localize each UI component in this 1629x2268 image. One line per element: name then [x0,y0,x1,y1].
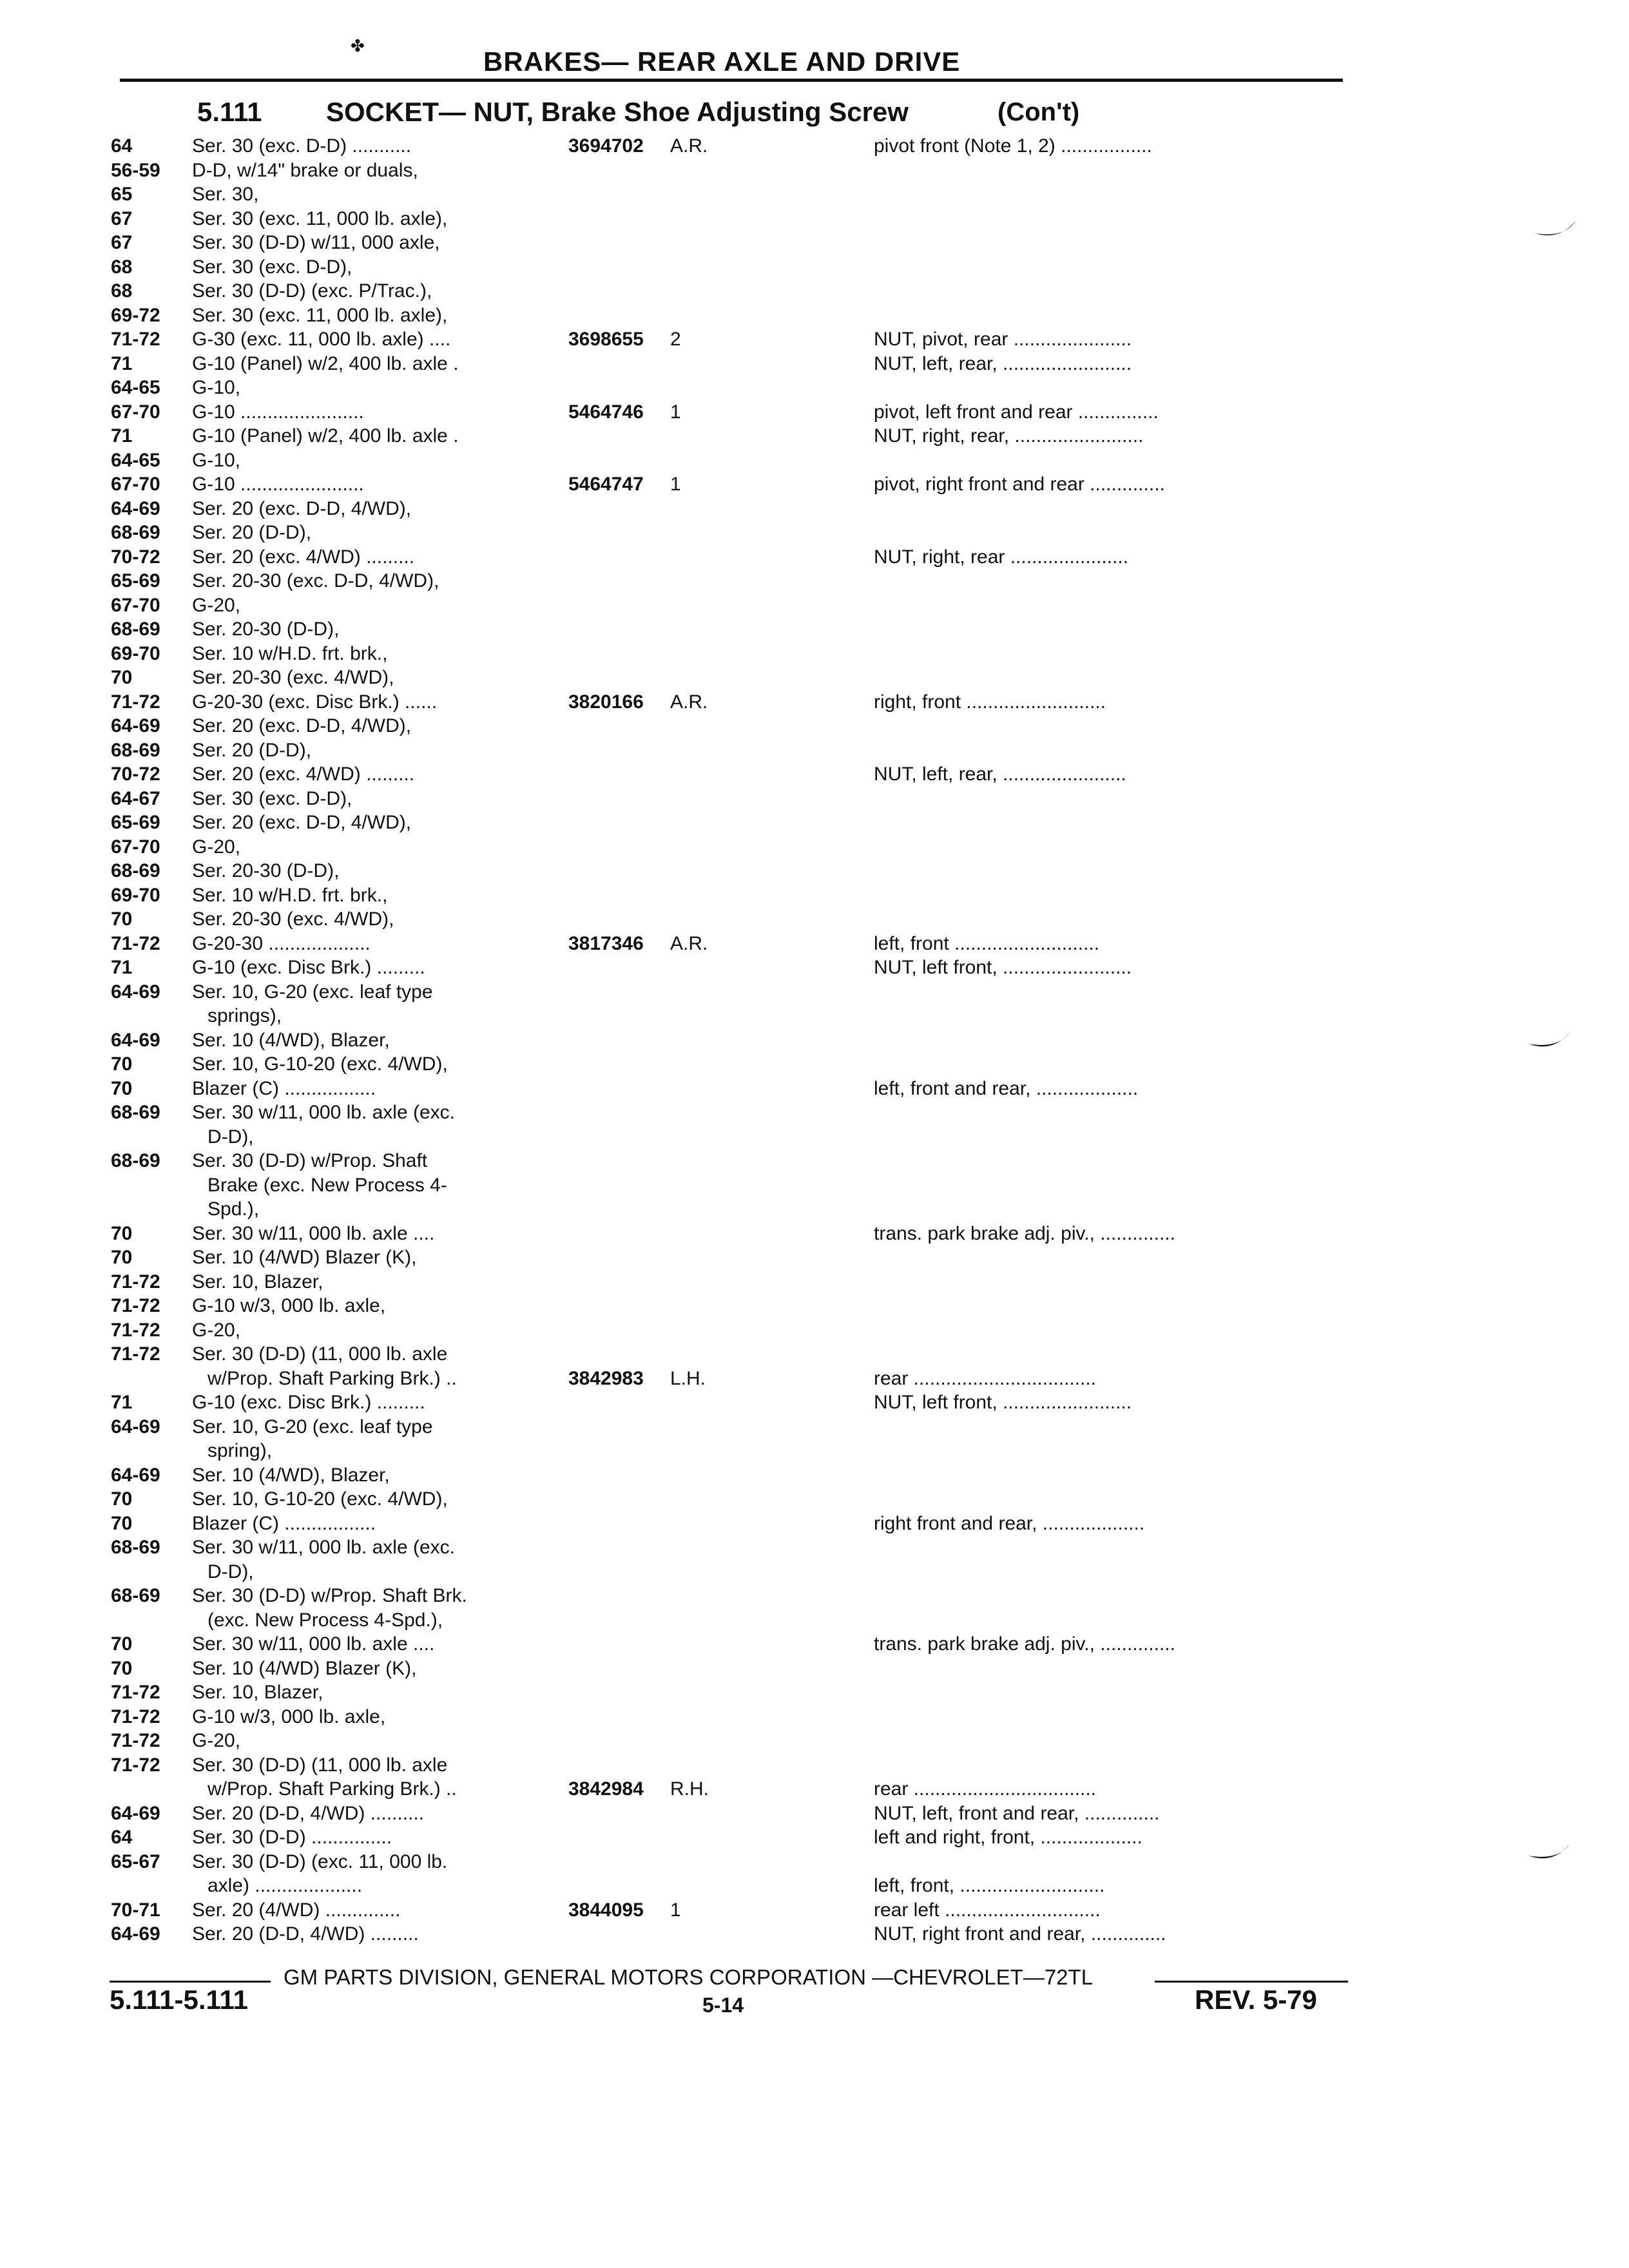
parts-row [0,1584,1629,1608]
model-years: 67 [111,207,133,229]
model-years: 69-70 [111,884,160,906]
header-rule [120,79,1343,82]
parts-row [0,1294,1629,1318]
application-description: Ser. 30 w/11, 000 lb. axle (exc. [192,1537,456,1558]
application-description: Spd.), [207,1198,260,1220]
model-years: 68 [111,280,133,302]
model-years: 64-69 [111,1923,160,1945]
model-years: 65-69 [111,570,160,591]
model-years: 68-69 [111,1150,160,1171]
part-name: left, front ........................... [874,932,1100,954]
parts-row [0,159,1629,182]
application-description: w/Prop. Shaft Parking Brk.) .. [207,1367,457,1389]
application-description: G-20, [192,1730,241,1751]
application-description: w/Prop. Shaft Parking Brk.) .. [207,1778,457,1800]
parts-row [0,545,1629,569]
parts-row [0,1367,1629,1390]
parts-row [0,1680,1629,1704]
ink-mark: ✤ [351,36,365,55]
model-years: 64-69 [111,1802,160,1824]
footer-rule-left [110,1981,271,1983]
application-description: G-10 (Panel) w/2, 400 lb. axle . [192,352,459,374]
application-description: G-20-30 (exc. Disc Brk.) ...... [192,691,438,713]
model-years: 64-69 [111,981,160,1003]
section-title: SOCKET— NUT, Brake Shoe Adjusting Screw [326,97,909,127]
model-years: 68-69 [111,739,160,761]
model-years: 68-69 [111,860,160,881]
application-description: Ser. 10, G-10-20 (exc. 4/WD), [192,1053,448,1075]
part-number: 3820166 [568,691,644,713]
application-description: Ser. 30 (exc. D-D), [192,256,352,278]
application-description: Ser. 30 (D-D) (exc. 11, 000 lb. [192,1850,448,1872]
parts-row [0,352,1629,376]
application-description: springs), [207,1005,282,1026]
parts-row [0,1100,1629,1124]
part-name: NUT, pivot, rear ...................... [874,329,1132,350]
part-name: left and right, front, ................... [874,1827,1142,1848]
application-description: Ser. 20-30 (exc. 4/WD), [192,667,394,688]
model-years: 70 [111,1512,133,1534]
application-description: Ser. 10 (4/WD) Blazer (K), [192,1657,417,1679]
application-description: Ser. 10, G-20 (exc. leaf type [192,981,433,1003]
application-description: G-20, [192,594,241,616]
application-description: G-20, [192,836,241,858]
parts-row [0,327,1629,351]
application-description: Ser. 20-30 (D-D), [192,860,340,881]
parts-row [0,255,1629,279]
parts-row [0,1390,1629,1414]
part-name: NUT, right, rear, ........................ [874,425,1144,447]
parts-row [0,521,1629,544]
quantity: 1 [670,474,681,495]
part-name: left, front, ........................... [874,1875,1105,1896]
application-description: Ser. 10, G-10-20 (exc. 4/WD), [192,1488,448,1510]
application-description: Ser. 30 w/11, 000 lb. axle .... [192,1633,435,1655]
application-description: Ser. 20-30 (D-D), [192,619,340,640]
parts-row [0,182,1629,206]
quantity: 1 [670,401,681,423]
parts-row [0,956,1629,979]
model-years: 65-67 [111,1850,160,1872]
application-description: G-30 (exc. 11, 000 lb. axle) .... [192,329,451,350]
application-description: Ser. 20 (D-D), [192,739,312,761]
parts-row [0,1149,1629,1173]
application-description: Ser. 20 (D-D), [192,522,312,543]
part-name: rear left ............................. [874,1899,1101,1921]
part-name: trans. park brake adj. piv., .............. [874,1222,1175,1244]
application-description: Brake (exc. New Process 4- [207,1174,447,1196]
application-description: Ser. 30 (exc. D-D) ........... [192,135,412,157]
application-description: Ser. 30 (D-D) w/Prop. Shaft Brk. [192,1585,467,1606]
model-years: 67 [111,232,133,253]
part-name: trans. park brake adj. piv., .............. [874,1633,1175,1655]
parts-row [0,787,1629,811]
application-description: spring), [207,1440,273,1461]
page-header-title: BRAKES— REAR AXLE AND DRIVE [483,46,961,77]
parts-row [0,593,1629,617]
parts-row [0,1077,1629,1100]
quantity: L.H. [670,1367,706,1389]
quantity: 1 [670,1899,681,1921]
footer-page-number: 5-14 [702,1994,744,2017]
model-years: 64-69 [111,715,160,736]
model-years: 71-72 [111,1271,160,1293]
parts-row [0,1004,1629,1028]
parts-row [0,690,1629,714]
parts-row [0,1052,1629,1076]
parts-row [0,1898,1629,1922]
model-years: 68-69 [111,1585,160,1606]
application-description: Ser. 30 w/11, 000 lb. axle (exc. [192,1102,456,1123]
parts-row [0,907,1629,931]
parts-row [0,400,1629,424]
application-description: Ser. 10 (4/WD) Blazer (K), [192,1247,417,1268]
model-years: 56-59 [111,159,160,181]
parts-row [0,1657,1629,1680]
parts-row [0,1487,1629,1511]
footer-publisher: GM PARTS DIVISION, GENERAL MOTORS CORPORATION —CHEVROLET—72TL [284,1965,1094,1989]
model-years: 69-72 [111,304,160,326]
model-years: 70 [111,1222,133,1244]
application-description: Ser. 30 (D-D) w/Prop. Shaft [192,1150,428,1171]
application-description: Ser. 10 (4/WD), Blazer, [192,1029,390,1051]
application-description: Ser. 30 (exc. D-D), [192,787,352,809]
part-name: NUT, right, rear ...................... [874,546,1129,568]
model-years: 64 [111,135,133,157]
parts-row [0,1874,1629,1898]
application-description: (exc. New Process 4-Spd.), [207,1609,443,1631]
application-description: G-10, [192,377,241,398]
model-years: 68-69 [111,1537,160,1558]
application-description: Ser. 20 (exc. D-D, 4/WD), [192,497,412,519]
part-name: NUT, left, front and rear, .............. [874,1802,1160,1824]
application-description: Ser. 30, [192,184,259,205]
application-description: D-D), [207,1561,254,1582]
application-description: G-20-30 ................... [192,932,371,954]
model-years: 71 [111,957,133,978]
model-years: 64-69 [111,1464,160,1486]
application-description: Ser. 20 (D-D, 4/WD) .......... [192,1802,425,1824]
application-description: G-10 (Panel) w/2, 400 lb. axle . [192,425,459,447]
application-description: Ser. 30 w/11, 000 lb. axle .... [192,1222,435,1244]
application-description: G-10 w/3, 000 lb. axle, [192,1295,386,1316]
model-years: 68-69 [111,522,160,543]
parts-row [0,497,1629,521]
parts-row [0,1825,1629,1849]
application-description: G-10 (exc. Disc Brk.) ......... [192,1392,425,1413]
quantity: 2 [670,329,681,350]
model-years: 71-72 [111,1706,160,1727]
model-years: 64-67 [111,787,160,809]
parts-row [0,376,1629,399]
parts-row [0,1463,1629,1487]
part-number: 3844095 [568,1899,644,1921]
application-description: Ser. 20 (D-D, 4/WD) ......... [192,1923,419,1945]
parts-row [0,666,1629,689]
part-name: left, front and rear, ................... [874,1077,1139,1099]
model-years: 67-70 [111,836,160,858]
parts-row [0,1753,1629,1777]
model-years: 67-70 [111,594,160,616]
part-name: NUT, left front, ........................ [874,957,1132,978]
parts-row [0,1270,1629,1294]
model-years: 64-65 [111,449,160,471]
model-years: 70-72 [111,764,160,785]
application-description: Ser. 20 (exc. D-D, 4/WD), [192,715,412,736]
application-description: Ser. 10 w/H.D. frt. brk., [192,642,388,664]
parts-row [0,1318,1629,1342]
model-years: 70 [111,1077,133,1099]
model-years: 65 [111,184,133,205]
part-name: pivot, left front and rear ............... [874,401,1159,423]
parts-row [0,279,1629,303]
footer-revision: REV. 5-79 [1195,1984,1317,2015]
part-name: NUT, left front, ........................ [874,1392,1132,1413]
part-name: NUT, right front and rear, .............. [874,1923,1166,1945]
model-years: 71-72 [111,1295,160,1316]
model-years: 68 [111,256,133,278]
model-years: 71-72 [111,1682,160,1703]
model-years: 65-69 [111,812,160,833]
application-description: G-10 ....................... [192,401,364,423]
application-description: axle) .................... [207,1875,363,1896]
parts-row [0,134,1629,158]
binder-hole-mark [1527,1843,1572,1869]
quantity: A.R. [670,932,708,954]
model-years: 71-72 [111,1343,160,1365]
parts-row [0,1512,1629,1535]
parts-row [0,932,1629,956]
model-years: 70-72 [111,546,160,568]
parts-row [0,569,1629,593]
application-description: Ser. 10, Blazer, [192,1271,323,1293]
part-number: 3817346 [568,932,644,954]
model-years: 71 [111,425,133,447]
model-years: 70 [111,667,133,688]
application-description: Blazer (C) ................. [192,1512,376,1534]
part-name: rear .................................. [874,1778,1097,1800]
application-description: G-10 ....................... [192,474,364,495]
footer-rule-right [1155,1981,1348,1983]
application-description: G-10, [192,449,241,471]
model-years: 70 [111,908,133,930]
part-name: pivot, right front and rear .............. [874,474,1165,495]
part-number: 5464747 [568,474,644,495]
model-years: 68-69 [111,619,160,640]
parts-row [0,472,1629,496]
parts-row [0,1028,1629,1052]
model-years: 70-71 [111,1899,160,1921]
quantity: A.R. [670,135,708,157]
model-years: 71-72 [111,1319,160,1341]
parts-row [0,1802,1629,1825]
model-years: 71-72 [111,1730,160,1751]
parts-row [0,1850,1629,1874]
part-number: 3698655 [568,329,644,350]
application-description: Ser. 10 w/H.D. frt. brk., [192,884,388,906]
parts-row [0,1245,1629,1269]
parts-row [0,1535,1629,1559]
footer-section-range: 5.111-5.111 [110,1984,248,2015]
part-name: rear .................................. [874,1367,1097,1389]
part-name: right front and rear, ................... [874,1512,1145,1534]
parts-row [0,1173,1629,1197]
parts-row [0,207,1629,231]
part-number: 3694702 [568,135,644,157]
parts-row [0,1632,1629,1656]
parts-row [0,1705,1629,1729]
parts-row [0,642,1629,666]
application-description: Ser. 30 (D-D) (11, 000 lb. axle [192,1343,448,1365]
parts-row [0,883,1629,907]
application-description: G-10 w/3, 000 lb. axle, [192,1706,386,1727]
application-description: Ser. 30 (D-D) ............... [192,1827,392,1848]
parts-row [0,835,1629,859]
model-years: 70 [111,1657,133,1679]
application-description: Ser. 20 (4/WD) .............. [192,1899,401,1921]
part-name: NUT, left, rear, ....................... [874,764,1126,785]
quantity: A.R. [670,691,708,713]
model-years: 64 [111,1827,133,1848]
parts-row [0,738,1629,762]
model-years: 68-69 [111,1102,160,1123]
parts-row [0,762,1629,786]
parts-row [0,424,1629,448]
parts-row [0,1777,1629,1801]
application-description: D-D), [207,1126,254,1148]
parts-row [0,811,1629,834]
application-description: Ser. 30 (exc. 11, 000 lb. axle), [192,207,448,229]
parts-row [0,1439,1629,1463]
model-years: 71-72 [111,1754,160,1776]
model-years: 70 [111,1633,133,1655]
model-years: 71-72 [111,329,160,350]
parts-row [0,1608,1629,1632]
quantity: R.H. [670,1778,709,1800]
part-name: pivot front (Note 1, 2) ................. [874,135,1152,157]
parts-row [0,1729,1629,1753]
application-description: Ser. 20-30 (exc. 4/WD), [192,908,394,930]
model-years: 64-65 [111,377,160,398]
parts-row [0,1342,1629,1366]
part-number: 3842983 [568,1367,644,1389]
model-years: 69-70 [111,642,160,664]
part-number: 5464746 [568,401,644,423]
application-description: Ser. 10, Blazer, [192,1682,323,1703]
model-years: 70 [111,1053,133,1075]
model-years: 70 [111,1488,133,1510]
model-years: 64-69 [111,1416,160,1437]
model-years: 71 [111,352,133,374]
parts-row [0,1197,1629,1221]
binder-hole-mark [1534,219,1579,245]
model-years: 71-72 [111,932,160,954]
model-years: 70 [111,1247,133,1268]
application-description: D-D, w/14" brake or duals, [192,159,418,181]
parts-row [0,1415,1629,1439]
part-name: NUT, left, rear, ........................ [874,352,1132,374]
parts-row [0,1560,1629,1584]
binder-hole-mark [1527,1031,1572,1057]
application-description: Ser. 30 (D-D) (11, 000 lb. axle [192,1754,448,1776]
model-years: 64-69 [111,1029,160,1051]
model-years: 71-72 [111,691,160,713]
section-number: 5.111 [197,97,262,127]
model-years: 67-70 [111,401,160,423]
part-name: right, front .......................... [874,691,1106,713]
parts-row [0,231,1629,255]
application-description: Ser. 20 (exc. 4/WD) ......... [192,764,415,785]
parts-row [0,617,1629,641]
application-description: Ser. 30 (exc. 11, 000 lb. axle), [192,304,448,326]
application-description: Ser. 10, G-20 (exc. leaf type [192,1416,433,1437]
application-description: Ser. 20 (exc. 4/WD) ......... [192,546,415,568]
parts-row [0,1922,1629,1946]
parts-row [0,714,1629,738]
parts-row [0,1125,1629,1149]
model-years: 71 [111,1392,133,1413]
application-description: Ser. 30 (D-D) w/11, 000 axle, [192,232,440,253]
section-continued: (Con't) [998,98,1080,126]
parts-row [0,303,1629,327]
parts-row [0,980,1629,1004]
application-description: Ser. 10 (4/WD), Blazer, [192,1464,390,1486]
application-description: G-10 (exc. Disc Brk.) ......... [192,957,425,978]
application-description: Ser. 20 (exc. D-D, 4/WD), [192,812,412,833]
application-description: Ser. 30 (D-D) (exc. P/Trac.), [192,280,432,302]
model-years: 67-70 [111,474,160,495]
application-description: Ser. 20-30 (exc. D-D, 4/WD), [192,570,439,591]
part-number: 3842984 [568,1778,644,1800]
application-description: Blazer (C) ................. [192,1077,376,1099]
parts-row [0,448,1629,472]
model-years: 64-69 [111,497,160,519]
parts-row [0,859,1629,883]
parts-row [0,1222,1629,1245]
application-description: G-20, [192,1319,241,1341]
